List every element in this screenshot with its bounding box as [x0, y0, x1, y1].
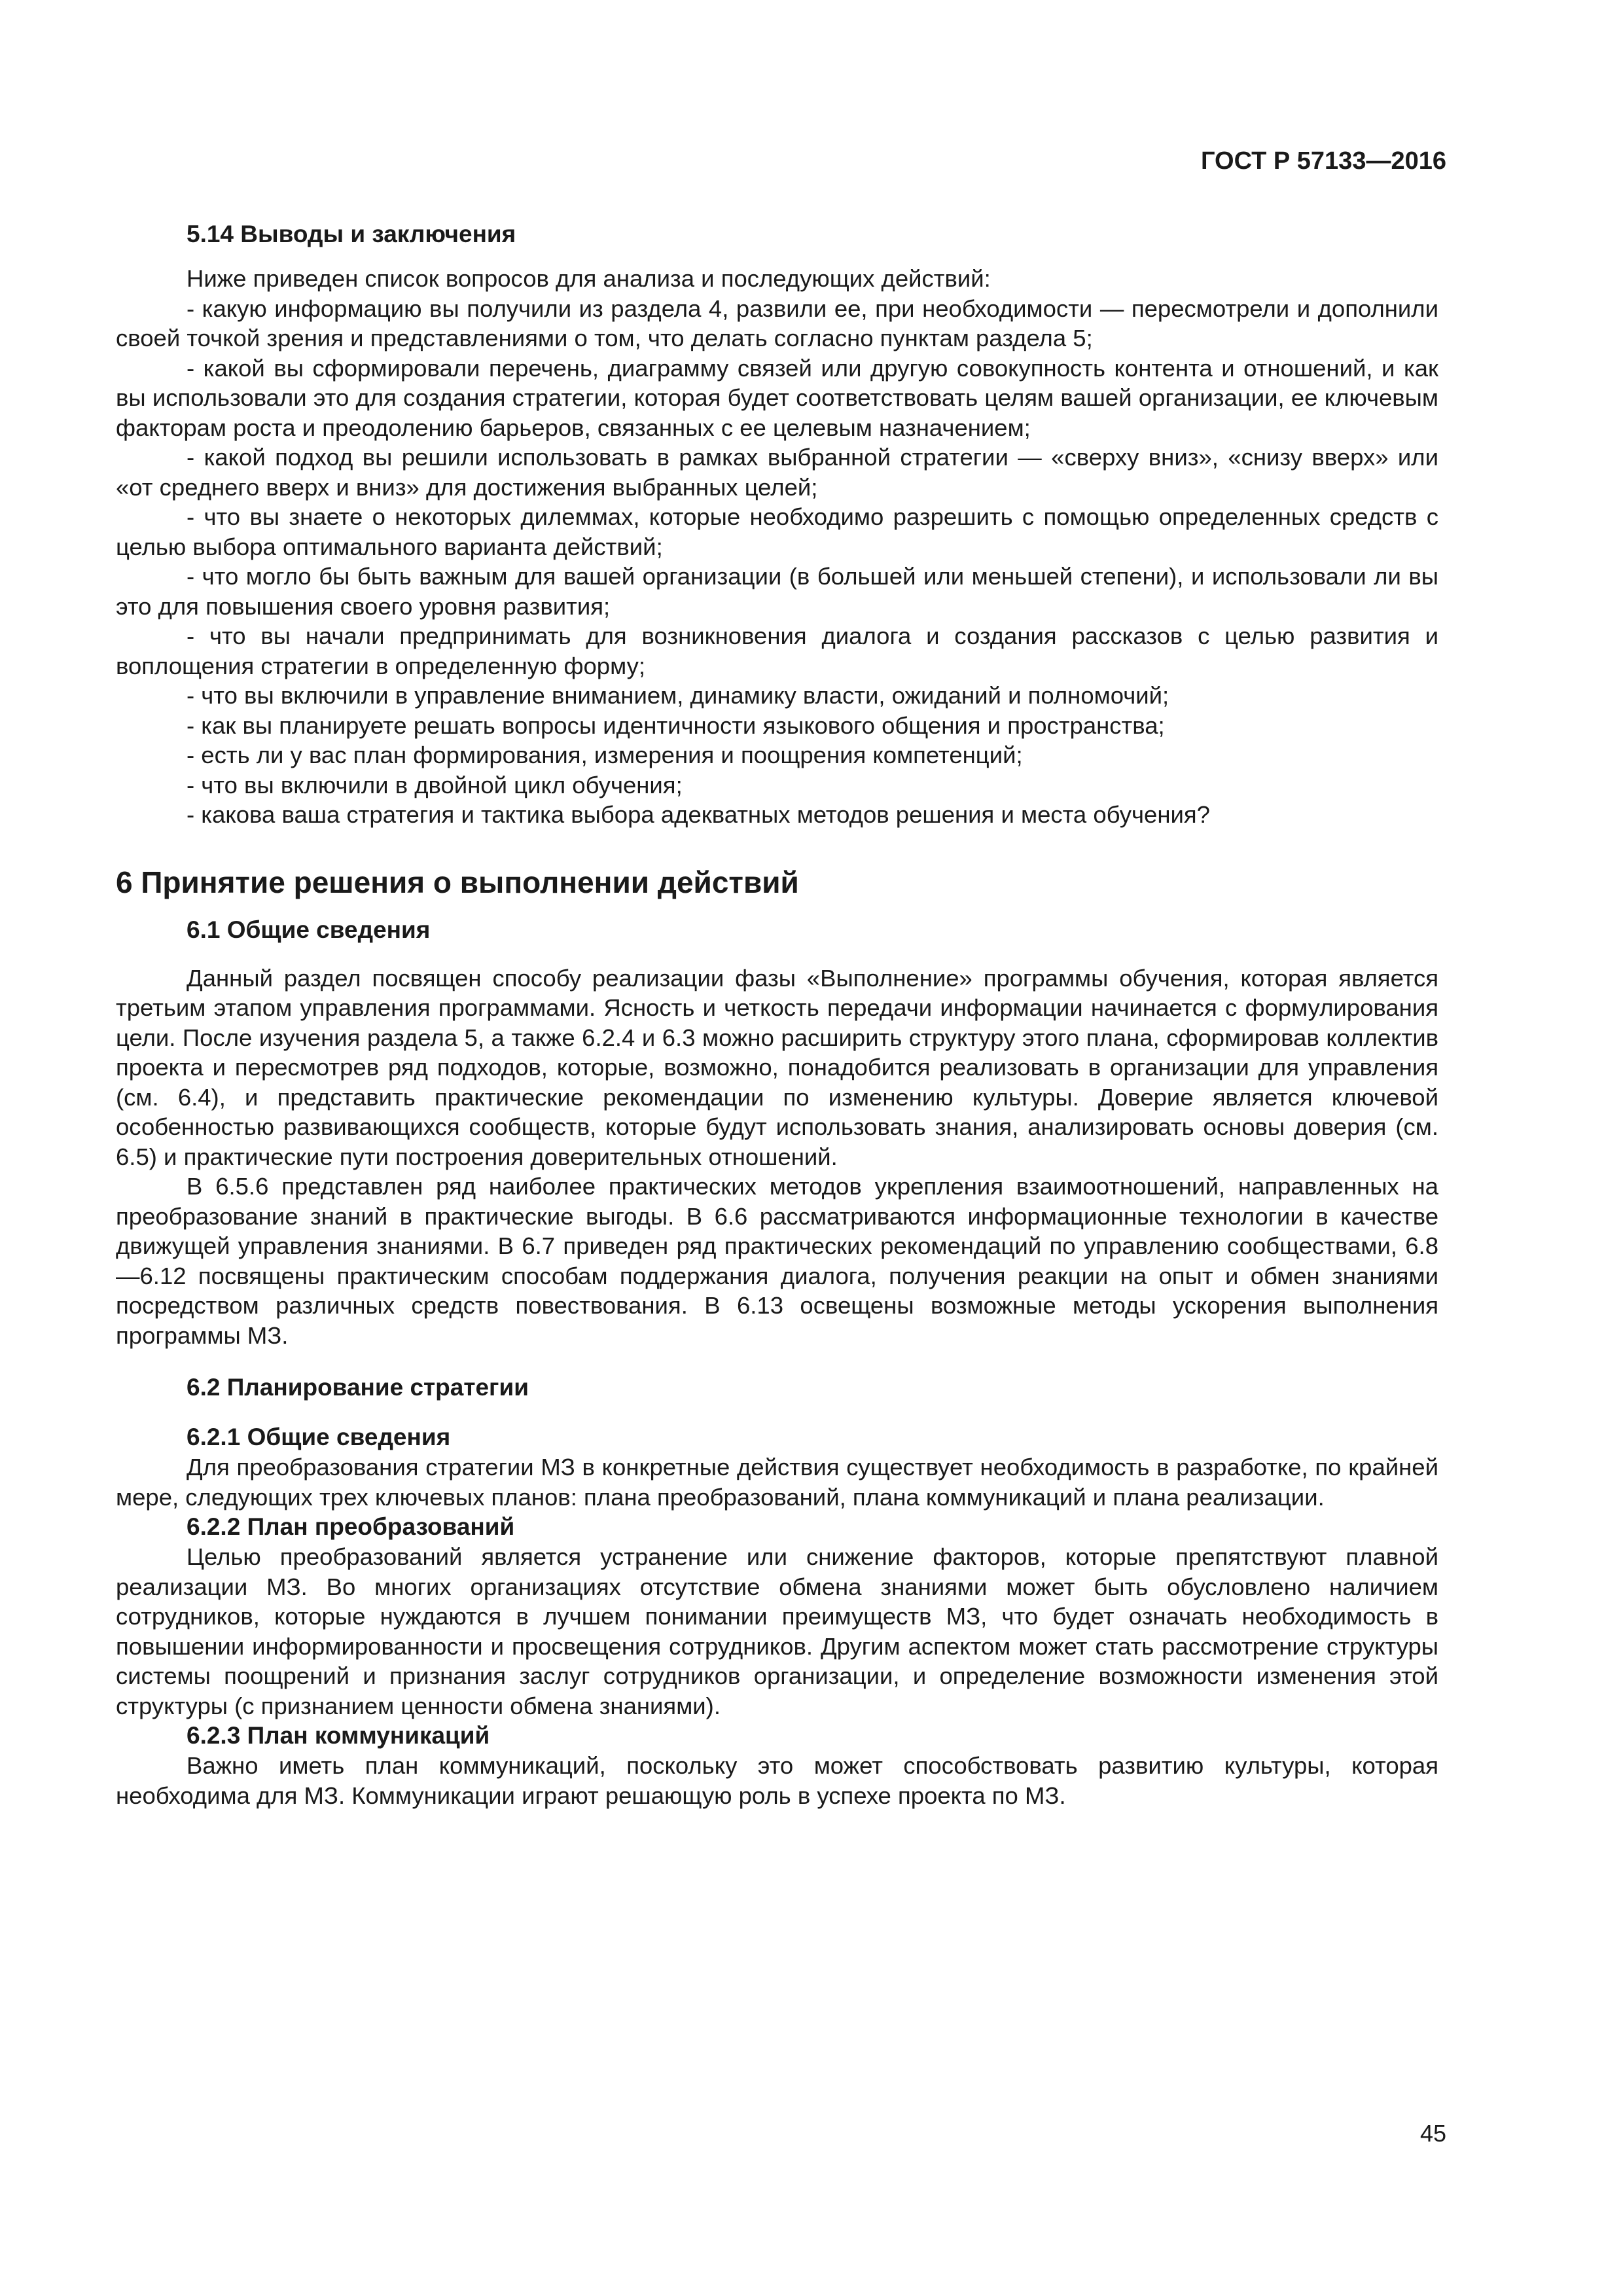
question-item: - какова ваша стратегия и тактика выбора адекватных методов решения и места обучения?	[187, 801, 1210, 828]
question-item: - что вы включили в управление вниманием, динамику власти, ожиданий и полномочий;	[187, 682, 1169, 709]
section-6-2-2-heading: 6.2.2 План преобразований	[187, 1513, 515, 1540]
section-6-2-3-heading: 6.2.3 План коммуникаций	[187, 1722, 490, 1749]
section-6-2-1-heading: 6.2.1 Общие сведения	[187, 1424, 451, 1450]
question-item: - какой вы сформировали перечень, диаграмму связей или другую совокупность контента и отношений, и как вы использовали это для создания стратегии, которая будет соответствовать целям вашей организации, ее ключевым факторам роста и преодолению барьеров, связанных с ее целевым назначением;	[116, 354, 1438, 441]
question-item: - как вы планируете решать вопросы идентичности языкового общения и пространства;	[187, 711, 1165, 739]
section-6-1-paragraph: В 6.5.6 представлен ряд наиболее практических методов укрепления взаимоотношений, направленных на преобразование знаний в практические выгоды. В 6.6 рассматриваются информационные технологии в качестве движущей управления знаниями. В 6.7 приведен ряд практических рекомендаций по управлению сообществами, 6.8—6.12 посвящены практическим способам поддержания диалога, получения реакции на опыт и обмен знаниями посредством различных средств повествования. В 6.13 освещены возможные методы ускорения выполнения программы МЗ.	[116, 1173, 1438, 1349]
question-item: - что вы знаете о некоторых дилеммах, которые необходимо разрешить с помощью определенных средств с целью выбора оптимального варианта действий;	[116, 503, 1438, 560]
section-6-2-3-paragraph: Важно иметь план коммуникаций, поскольку это может способствовать развитию культуры, которая необходима для МЗ. Коммуникации играют решающую роль в успехе проекта по МЗ.	[116, 1752, 1438, 1809]
section-5-14-intro: Ниже приведен список вопросов для анализа и последующих действий:	[187, 265, 991, 292]
section-6-1-paragraph: Данный раздел посвящен способу реализации фазы «Выполнение» программы обучения, которая является третьим этапом управления программами. Ясность и четкость передачи информации начинается с формулирования цели. После изучения раздела 5, а также 6.2.4 и 6.3 можно расширить структуру этого плана, сформировав коллектив проекта и пересмотрев ряд подходов, которые, возможно, понадобится реализовать в организации для управления (см. 6.4), и представить практические рекомендации по изменению культуры. Доверие является ключевой особенностью развивающихся сообществ, которые будут использовать знания, анализировать основы доверия (см. 6.5) и практические пути построения доверительных отношений.	[116, 964, 1438, 1170]
section-6-2-2-paragraph: Целью преобразований является устранение или снижение факторов, которые препятствуют плавной реализации МЗ. Во многих организациях отсутствие обмена знаниями может быть обусловлено наличием сотрудников, которые нуждаются в лучшем понимании преимуществ МЗ, что будет означать необходимость в повышении информированности и просвещения сотрудников. Другим аспектом может стать рассмотрение структуры системы поощрений и признания заслуг сотрудников организации, и определение возможности изменения этой структуры (с признанием ценности обмена знаниями).	[116, 1543, 1438, 1719]
section-6-2-1-paragraph: Для преобразования стратегии МЗ в конкретные действия существует необходимость в разработке, по крайней мере, следующих трех ключевых планов: плана преобразований, плана коммуникаций и плана реализации.	[116, 1454, 1438, 1511]
question-item: - что могло бы быть важным для вашей организации (в большей или меньшей степени), и использовали ли вы это для повышения своего уровня развития;	[116, 563, 1438, 620]
section-6-1-heading: 6.1 Общие сведения	[187, 916, 431, 943]
section-6-2-heading: 6.2 Планирование стратегии	[187, 1374, 529, 1401]
section-6-heading: 6 Принятие решения о выполнении действий	[116, 865, 799, 899]
question-item: - есть ли у вас план формирования, измерения и поощрения компетенций;	[187, 742, 1023, 768]
question-item: - какую информацию вы получили из раздела 4, развили ее, при необходимости — пересмотрели и дополнили своей точкой зрения и представлениями о том, что делать согласно пунктам раздела 5;	[116, 295, 1438, 351]
section-5-14-heading: 5.14 Выводы и заключения	[187, 221, 516, 247]
question-item: - что вы включили в двойной цикл обучения;	[187, 771, 683, 798]
document-header-id: ГОСТ Р 57133—2016	[1201, 147, 1446, 175]
question-item: - какой подход вы решили использовать в рамках выбранной стратегии — «сверху вниз», «снизу вверх» или «от среднего вверх и вниз» для достижения выбранных целей;	[116, 444, 1438, 501]
page-number: 45	[1419, 2120, 1446, 2147]
page-content	[116, 219, 1438, 1810]
question-item: - что вы начали предпринимать для возникновения диалога и создания рассказов с целью развития и воплощения стратегии в определенную форму;	[116, 622, 1438, 679]
